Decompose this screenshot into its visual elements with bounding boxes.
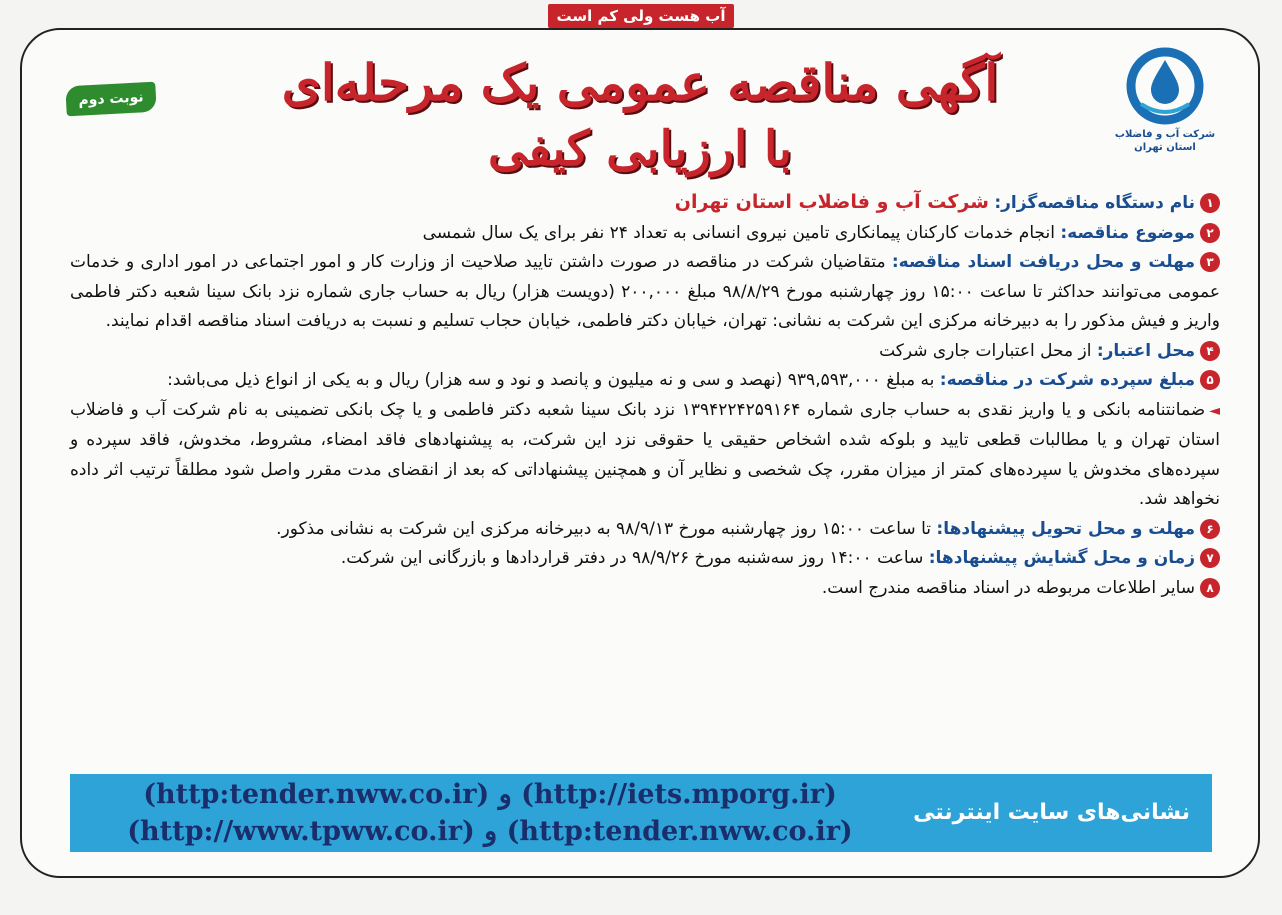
item-label: مهلت و محل دریافت اسناد مناقصه:	[891, 252, 1195, 272]
item-text: از محل اعتبارات جاری شرکت	[879, 340, 1092, 361]
item-text: شرکت آب و فاضلاب استان تهران	[674, 191, 989, 213]
item-document-deadline	[70, 248, 1220, 337]
item-number-badge: ۳	[1200, 252, 1220, 272]
item-number-badge: ۱	[1200, 193, 1220, 213]
website-footer	[70, 774, 1212, 852]
item-number-badge: ۷	[1200, 548, 1220, 568]
item-label: نام دستگاه مناقصه‌گزار:	[994, 193, 1195, 213]
bullet-arrow-icon: ◄	[1209, 402, 1220, 419]
item-other-info	[70, 574, 1220, 604]
logo-caption-line1: شرکت آب و فاضلاب	[1114, 129, 1216, 140]
ad-title-line2: با ارزیابی کیفی	[487, 121, 793, 177]
item-text: ساعت ۱۴:۰۰ روز سه‌شنبه مورخ ۹۸/۹/۲۶ در دفتر قراردادها و بازرگانی این شرکت.	[340, 548, 924, 568]
item-label: زمان و محل گشایش پیشنهادها:	[928, 548, 1195, 568]
item-number-badge: ۸	[1200, 578, 1220, 598]
item-text: ضمانتنامه بانکی و یا واریز نقدی به حساب جاری شماره ۱۳۹۴۲۲۴۲۵۹۱۶۴ نزد بانک سینا شعبه دکتر فاطمی و یا چک بانکی تضمینی به نام شرکت آب و فاضلاب استان تهران و یا مطالبات قطعی تایید و بلوکه شده اشخاص حقیقی یا حقوقی نزد این شرکت، به پیشنهادهای فاقد امضاء، مشروط، مخدوش، فاقد سپرده و سپرده‌های مخدوش یا سپرده‌های کمتر از میزان مقرر، چک شخصی و نظایر آن و همچنین پیشنهاداتی که بعد از انقضای مدت مقرر واصل شود مطلقاً ترتیب اثر داده نخواهد شد.	[70, 399, 1220, 509]
item-label: مبلغ سپرده شرکت در مناقصه:	[939, 370, 1195, 390]
item-number-badge: ۵	[1200, 370, 1220, 390]
footer-label: نشانی‌های سایت اینترنتی	[913, 800, 1190, 825]
company-logo	[1110, 40, 1220, 160]
item-label: محل اعتبار:	[1096, 340, 1195, 361]
item-tender-organizer	[70, 188, 1220, 219]
item-label: مهلت و محل تحویل پیشنهادها:	[936, 518, 1195, 539]
website-links-line2[interactable]: (http://www.tpww.co.ir) و (http:tender.nww.co.ir)	[127, 816, 853, 847]
item-label: موضوع مناقصه:	[1060, 222, 1195, 243]
item-text: انجام خدمات کارکنان پیمانکاری تامین نیروی انسانی به تعداد ۲۴ نفر برای یک سال شمسی	[422, 222, 1055, 243]
item-text: تا ساعت ۱۵:۰۰ روز چهارشنبه مورخ ۹۸/۹/۱۳ به دبیرخانه مرکزی این شرکت به نشانی مذکور.	[276, 518, 931, 539]
water-drop-logo-icon	[1121, 40, 1209, 128]
item-submission-deadline	[70, 515, 1220, 545]
item-deposit-amount	[70, 366, 1220, 396]
item-number-badge: ۲	[1200, 223, 1220, 243]
website-links-line1[interactable]: (http:tender.nww.co.ir) و (http://iets.mporg.ir)	[143, 779, 837, 810]
item-credit-source	[70, 337, 1220, 367]
item-guarantee-types	[70, 396, 1220, 515]
logo-caption-line2: استان تهران	[1134, 142, 1196, 153]
item-opening-time	[70, 544, 1220, 574]
item-text: متقاضیان شرکت در مناقصه در صورت داشتن تایید صلاحیت از وزارت کار و امور اجتماعی در امور اداری و خدمات عمومی می‌توانند حداکثر تا ساعت ۱۵:۰۰ روز چهارشنبه مورخ ۹۸/۸/۲۹ مبلغ ۲۰۰,۰۰۰ (دویست هزار) ریال به حساب جاری شماره نزد بانک سینا شعبه دکتر فاطمی واریز و فیش مذکور را به دبیرخانه مرکزی این شرکت به نشانی: تهران، خیابان دکتر فاطمی، خیابان حجاب تسلیم و نسبت به دریافت اسناد مناقصه اقدام نمایند.	[70, 252, 1220, 331]
item-text: به مبلغ ۹۳۹,۵۹۳,۰۰۰ (نهصد و سی و نه میلیون و پانصد و نود و سه هزار) ریال و به یکی از انواع ذیل می‌باشد:	[167, 370, 935, 390]
item-tender-subject	[70, 219, 1220, 249]
ad-title-line1: آگهی مناقصه عمومی یک مرحله‌ای	[281, 53, 999, 112]
ad-body	[70, 188, 1220, 603]
item-number-badge: ۴	[1200, 341, 1220, 361]
item-number-badge: ۶	[1200, 519, 1220, 539]
footer-links	[110, 776, 870, 850]
second-round-badge: نوبت دوم	[65, 82, 156, 117]
slogan-banner: آب هست ولی کم است	[548, 4, 734, 28]
item-text: سایر اطلاعات مربوطه در اسناد مناقصه مندرج است.	[821, 577, 1195, 598]
